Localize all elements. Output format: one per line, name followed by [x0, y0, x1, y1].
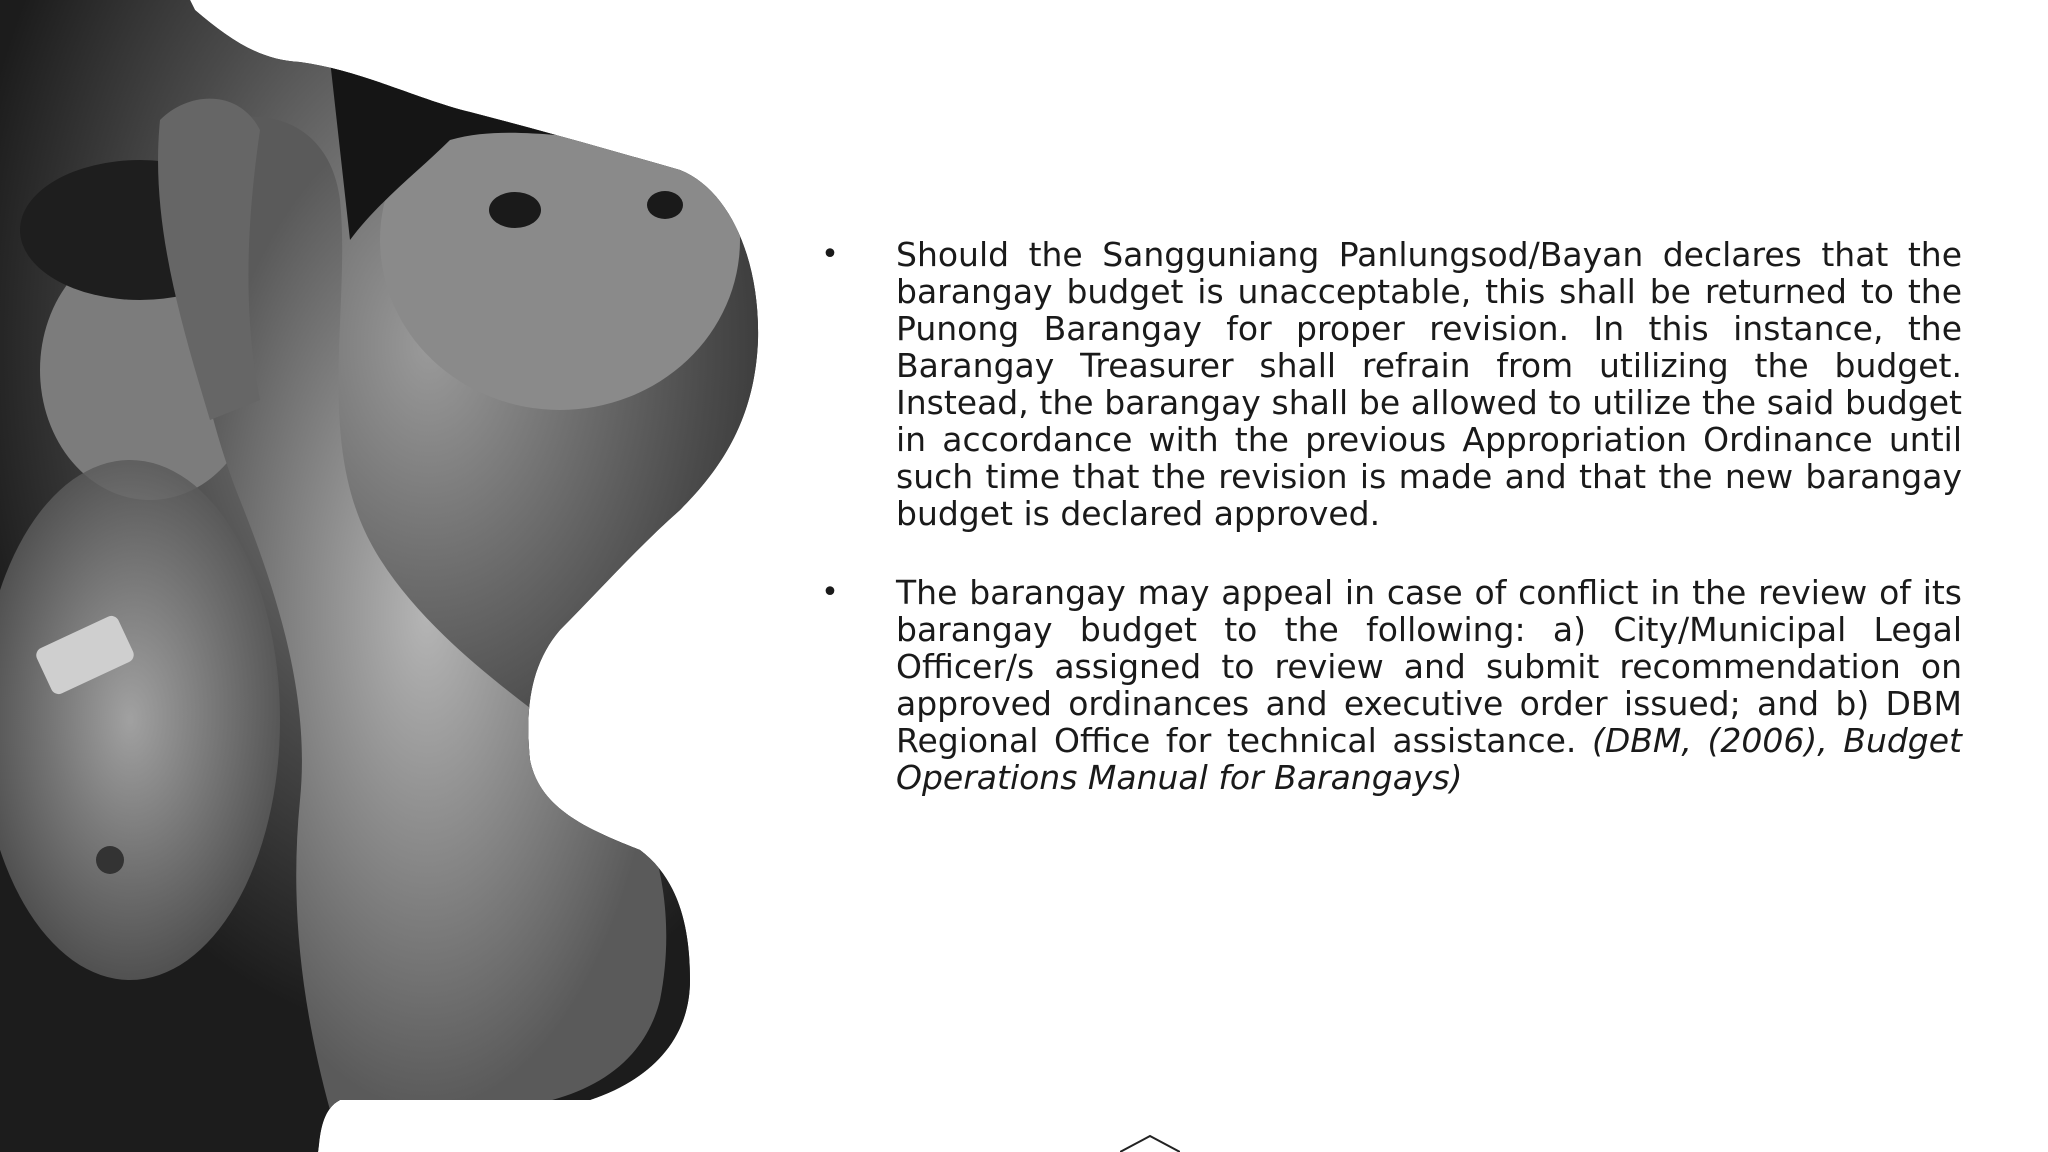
bullet-citation: (DBM, (2006), Budget Operations Manual for Barangays): [896, 721, 1962, 797]
bullet-icon: •: [821, 237, 839, 272]
bullet-body: Should the Sangguniang Panlungsod/Bayan declares that the barangay budget is unacceptable, this shall be returned to the Punong Barangay for proper revision. In this instance, the Barangay Treasurer shall refrain from utilizing the budget. Instead, the barangay shall be allowed to utilize the said budget in accordance with the previous Appropriation Ordinance until such time that the revision is made and that the new barangay budget is declared approved.: [896, 235, 1962, 533]
bullet-icon: •: [821, 575, 839, 610]
bullet-body: The barangay may appeal in case of conflict in the review of its barangay budget to the following: a) City/Municipal Legal Officer/s assigned to review and submit recommendation on approved ordinances and executive order issued; and b) DBM Regional Office for technical assistance.: [896, 573, 1962, 760]
bullet-text: [896, 236, 1962, 532]
bullet-item: [820, 236, 1962, 532]
bullet-item: [820, 574, 1962, 796]
children-photo: [0, 0, 780, 1152]
bullet-list: [820, 236, 1962, 838]
decorative-shape: [1120, 1132, 1180, 1152]
bullet-text: [896, 574, 1962, 796]
